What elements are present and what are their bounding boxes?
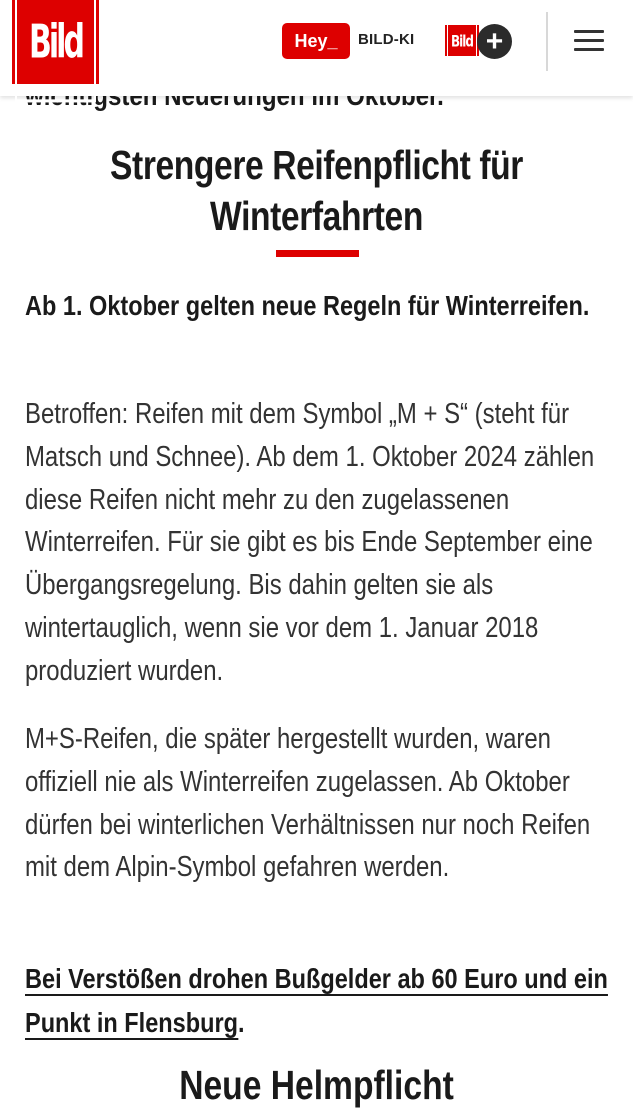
next-section-title — [0, 1060, 633, 1111]
section-title-line-2: Winterfahrten — [210, 193, 423, 239]
bild-logo-text: Bild — [15, 0, 96, 102]
paragraph-1: Betroffen: Reifen mit dem Symbol „M + S“ (steht für Matsch und Schnee). Ab dem 1. Oktober 2024 zählen diese Reifen nicht mehr zu den zugelassenen Winterreifen. Für sie gibt es bis Ende September eine Übergangsregelung. Bis dahin gelten sie als wintertauglich, wenn sie vor dem 1. Januar 2018 produziert wurden. — [25, 398, 595, 687]
plus-icon: + — [477, 24, 512, 59]
header-divider — [546, 12, 548, 71]
menu-bar-top — [574, 30, 604, 33]
bild-plus-text: Bild — [447, 23, 477, 58]
bild-ki-link[interactable]: BILD-KI — [358, 31, 415, 48]
bild-plus-box — [445, 25, 479, 56]
fines-link-suffix: . — [237, 1007, 245, 1038]
title-underline — [276, 250, 359, 257]
top-navigation-bar — [0, 0, 633, 96]
lead-text: Ab 1. Oktober gelten neue Regeln für Winterreifen. — [25, 290, 590, 321]
menu-bar-middle — [574, 39, 604, 42]
bild-plus-logo[interactable] — [445, 23, 513, 59]
menu-bar-bottom — [574, 48, 604, 51]
hamburger-menu-icon[interactable] — [574, 30, 604, 52]
fines-link[interactable]: Bei Verstößen drohen Bußgelder ab 60 Euro und ein Punkt in Flensburg — [25, 963, 608, 1038]
section-title — [0, 140, 633, 242]
hey-button[interactable]: Hey_ — [282, 23, 350, 59]
section-title-line-1: Strengere Reifenpflicht für — [110, 142, 523, 188]
paragraph-2: M+S-Reifen, die später hergestellt wurden, waren offiziell nie als Winterreifen zugelassen. Ab Oktober dürfen bei winterlichen Verhältnissen nur noch Reifen mit dem Alpin-Symbol gefahren werden. — [25, 723, 591, 884]
next-section-title-text: Neue Helmpflicht — [179, 1062, 454, 1108]
bild-logo[interactable] — [12, 0, 99, 84]
fines-paragraph — [25, 957, 611, 1045]
